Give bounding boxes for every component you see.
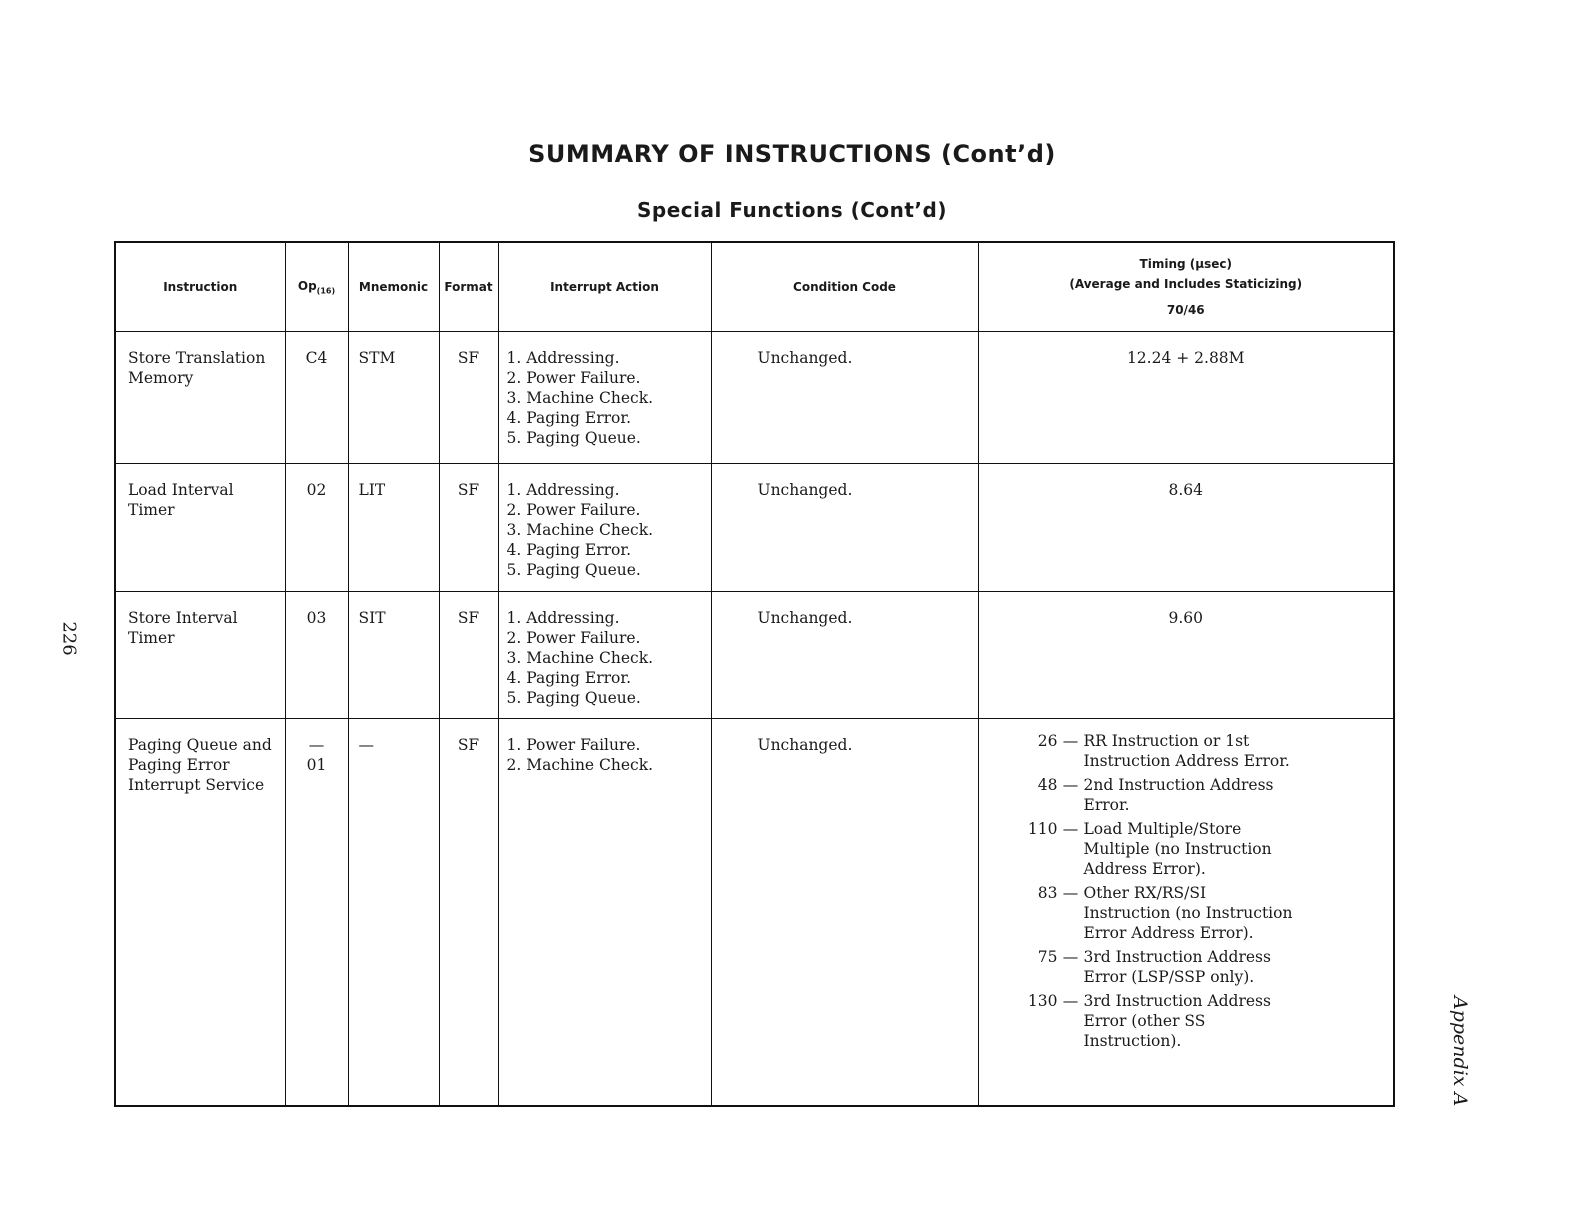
interrupt-action-item: 1. Addressing. <box>506 609 620 627</box>
table-row <box>115 592 1394 719</box>
timing-value: 12.24 + 2.88M <box>1126 349 1245 367</box>
cell-timing <box>978 592 1394 719</box>
cell-timing <box>978 464 1394 592</box>
timing-entry-value: 75 <box>1037 948 1058 966</box>
header-condition-code: Condition Code <box>711 242 978 332</box>
interrupt-action-item: 2. Power Failure. <box>506 369 641 387</box>
cell-op <box>285 719 348 1106</box>
cell-mnemonic: — <box>348 719 439 1106</box>
op-code: 02 <box>306 481 327 499</box>
interrupt-action-item: 1. Addressing. <box>506 481 620 499</box>
cell-format: SF <box>439 332 498 464</box>
interrupt-action-item: 1. Power Failure. <box>506 736 641 754</box>
interrupt-action-item: 3. Machine Check. <box>506 389 654 407</box>
cell-condition-code: Unchanged. <box>711 332 978 464</box>
timing-entry <box>1014 731 1393 771</box>
header-op-subscript: (16) <box>316 286 336 296</box>
op-code: C4 <box>305 349 328 367</box>
interrupt-action-item: 5. Paging Queue. <box>506 429 641 447</box>
timing-entry-value: 110 <box>1027 820 1058 838</box>
op-code: 03 <box>306 609 327 627</box>
interrupt-action-item: 2. Machine Check. <box>506 756 654 774</box>
timing-value: 8.64 <box>1168 481 1203 499</box>
header-mnemonic: Mnemonic <box>348 242 439 332</box>
timing-entry <box>1014 991 1393 1051</box>
op-code: 01 <box>306 756 327 774</box>
page-number: 226 <box>58 621 80 656</box>
timing-entry-value: 26 <box>1037 732 1058 750</box>
header-timing <box>978 242 1394 332</box>
timing-entry-text: 3rd Instruction Address Error (other SS Instruction). <box>1083 992 1271 1050</box>
timing-entry-text: 3rd Instruction Address Error (LSP/SSP only). <box>1083 948 1271 986</box>
timing-entry-value: 83 <box>1037 884 1058 902</box>
cell-format: SF <box>439 592 498 719</box>
cell-format: SF <box>439 464 498 592</box>
cell-instruction: Store Interval Timer <box>115 592 285 719</box>
timing-entry-dash: — <box>1062 884 1079 902</box>
cell-instruction: Store Translation Memory <box>115 332 285 464</box>
timing-entry-dash: — <box>1062 820 1079 838</box>
table-row <box>115 464 1394 592</box>
header-instruction: Instruction <box>115 242 285 332</box>
timing-entry <box>1014 819 1393 879</box>
table-row <box>115 719 1394 1106</box>
instruction-summary-table <box>114 241 1395 1107</box>
timing-entry-dash: — <box>1062 776 1079 794</box>
timing-entry-text: 2nd Instruction Address Error. <box>1083 776 1274 814</box>
timing-entry <box>1014 883 1393 943</box>
cell-condition-code: Unchanged. <box>711 464 978 592</box>
table-body <box>115 332 1394 1106</box>
interrupt-action-item: 5. Paging Queue. <box>506 561 641 579</box>
table-row <box>115 332 1394 464</box>
appendix-label: Appendix A <box>1449 996 1471 1107</box>
timing-list <box>980 731 1393 1051</box>
table-header-row <box>115 242 1394 332</box>
cell-op <box>285 464 348 592</box>
header-interrupt-action: Interrupt Action <box>498 242 711 332</box>
cell-instruction: Paging Queue and Paging Error Interrupt Service <box>115 719 285 1106</box>
cell-interrupt-action <box>498 592 711 719</box>
interrupt-action-item: 2. Power Failure. <box>506 501 641 519</box>
section-subtitle: Special Functions (Cont’d) <box>637 198 947 222</box>
cell-interrupt-action <box>498 464 711 592</box>
interrupt-action-item: 5. Paging Queue. <box>506 689 641 707</box>
timing-entry-text: RR Instruction or 1st Instruction Address Error. <box>1083 732 1290 770</box>
cell-op <box>285 332 348 464</box>
cell-instruction: Load Interval Timer <box>115 464 285 592</box>
header-timing-line3: 70/46 <box>1166 303 1205 317</box>
interrupt-action-item: 3. Machine Check. <box>506 521 654 539</box>
timing-entry-text: Other RX/RS/SI Instruction (no Instruction Error Address Error). <box>1083 884 1293 942</box>
interrupt-action-item: 3. Machine Check. <box>506 649 654 667</box>
timing-entry <box>1014 775 1393 815</box>
cell-condition-code: Unchanged. <box>711 719 978 1106</box>
cell-mnemonic: STM <box>348 332 439 464</box>
cell-timing <box>978 719 1394 1106</box>
header-op <box>285 242 348 332</box>
interrupt-action-item: 4. Paging Error. <box>506 669 631 687</box>
timing-entry <box>1014 947 1393 987</box>
cell-mnemonic: SIT <box>348 592 439 719</box>
cell-condition-code: Unchanged. <box>711 592 978 719</box>
header-timing-line2: (Average and Includes Staticizing) <box>1069 277 1303 291</box>
cell-interrupt-action <box>498 332 711 464</box>
interrupt-action-item: 1. Addressing. <box>506 349 620 367</box>
header-format: Format <box>439 242 498 332</box>
header-op-label: Op <box>297 278 317 293</box>
timing-entry-value: 48 <box>1037 776 1058 794</box>
op-code: — <box>308 736 325 754</box>
cell-op <box>285 592 348 719</box>
cell-interrupt-action <box>498 719 711 1106</box>
interrupt-action-item: 4. Paging Error. <box>506 409 631 427</box>
timing-entry-value: 130 <box>1027 992 1058 1010</box>
page-title: SUMMARY OF INSTRUCTIONS (Cont’d) <box>528 140 1056 168</box>
timing-value: 9.60 <box>1168 609 1203 627</box>
cell-format: SF <box>439 719 498 1106</box>
interrupt-action-item: 2. Power Failure. <box>506 629 641 647</box>
interrupt-action-item: 4. Paging Error. <box>506 541 631 559</box>
timing-entry-dash: — <box>1062 732 1079 750</box>
timing-entry-dash: — <box>1062 992 1079 1010</box>
cell-mnemonic: LIT <box>348 464 439 592</box>
header-timing-line1: Timing (µsec) <box>1139 257 1232 271</box>
cell-timing <box>978 332 1394 464</box>
timing-entry-text: Load Multiple/Store Multiple (no Instruction Address Error). <box>1083 820 1272 878</box>
timing-entry-dash: — <box>1062 948 1079 966</box>
